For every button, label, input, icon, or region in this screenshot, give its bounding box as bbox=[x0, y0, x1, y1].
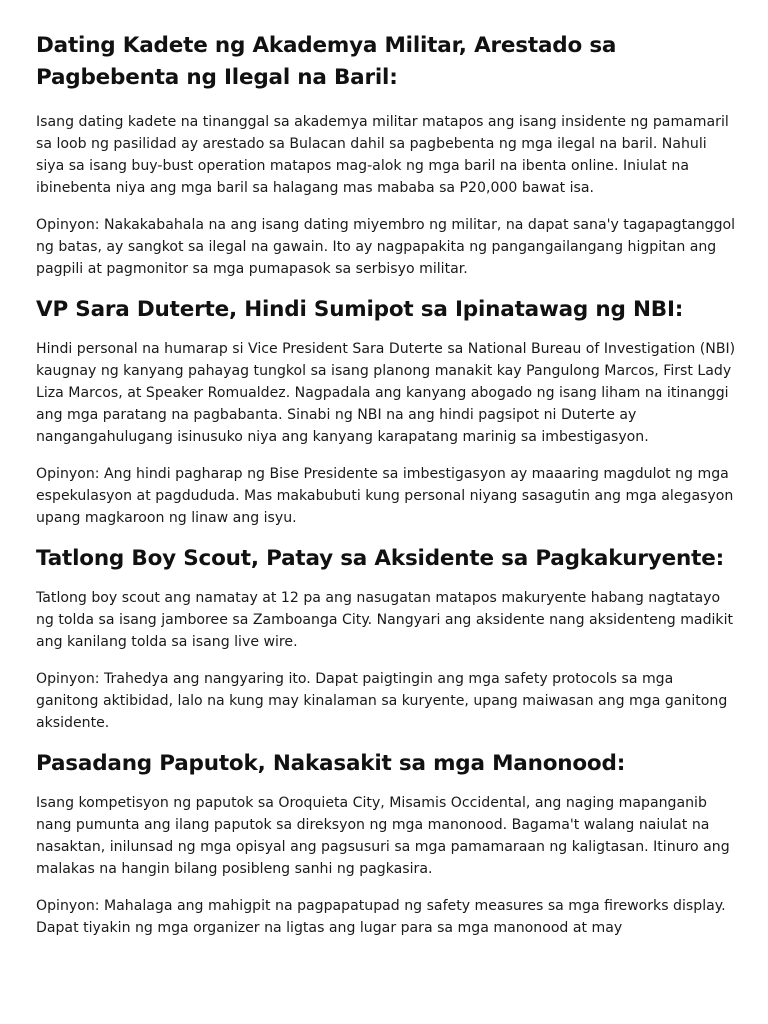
article-title: Tatlong Boy Scout, Patay sa Aksidente sa Pagkakuryente: bbox=[36, 546, 724, 571]
article-boy-scouts bbox=[36, 543, 736, 734]
article-title: Pasadang Paputok, Nakasakit sa mga Manonood: bbox=[36, 751, 626, 776]
article-summary: Hindi personal na humarap si Vice President Sara Duterte sa National Bureau of Investigation (NBI) kaugnay ng kanyang pahayag tungkol sa isang planong manakit kay Pangulong Marcos, First Lady Liza Marcos, at Speaker Romualdez. Nagpadala ang kanyang abogado ng isang liham na itinanggi ang mga paratang na pagbabanta. Sinabi ng NBI na ang hindi pagsipot ni Duterte ay nangangahulugang isinusuko niya ang kanyang karapatang marinig sa imbestigasyon. bbox=[36, 341, 736, 445]
article-summary: Tatlong boy scout ang namatay at 12 pa ang nasugatan matapos makuryente habang nagtatayo ng tolda sa isang jamboree sa Zamboanga City. Nangyari ang aksidente nang aksidenteng madikit ang kanilang tolda sa isang live wire. bbox=[36, 590, 734, 650]
article-vp-duterte bbox=[36, 294, 736, 529]
article-title: VP Sara Duterte, Hindi Sumipot sa Ipinatawag ng NBI: bbox=[36, 297, 684, 322]
article-title: Dating Kadete ng Akademya Militar, Arestado sa Pagbebenta ng Ilegal na Baril: bbox=[36, 33, 617, 90]
document-page bbox=[36, 30, 736, 953]
article-cadet-arrest bbox=[36, 30, 736, 280]
article-opinion: Opinyon: Trahedya ang nangyaring ito. Dapat paigtingin ang mga safety protocols sa mga ganitong aktibidad, lalo na kung may kinalaman sa kuryente, upang maiwasan ang mga ganitong aksidente. bbox=[36, 671, 728, 731]
article-opinion: Opinyon: Nakakabahala na ang isang dating miyembro ng militar, na dapat sana'y tagapagtanggol ng batas, ay sangkot sa ilegal na gawain. Ito ay nagpapakita ng pangangailangang higpitan ang pagpili at pagmonitor sa mga pumapasok sa serbisyo militar. bbox=[36, 217, 736, 277]
article-opinion: Opinyon: Ang hindi pagharap ng Bise Presidente sa imbestigasyon ay maaaring magdulot ng mga espekulasyon at pagdududa. Mas makabubuti kung personal niyang sasagutin ang mga alegasyon upang magkaroon ng linaw ang isyu. bbox=[36, 466, 734, 526]
article-summary: Isang dating kadete na tinanggal sa akademya militar matapos ang isang insidente ng pamamaril sa loob ng pasilidad ay arestado sa Bulacan dahil sa pagbebenta ng mga ilegal na baril. Nahuli siya sa isang buy-bust operation matapos mag-alok ng mga baril na ibenta online. Iniulat na ibinebenta niya ang mga baril sa halagang mas mababa sa P20,000 bawat isa. bbox=[36, 114, 729, 196]
article-summary: Isang kompetisyon ng paputok sa Oroquieta City, Misamis Occidental, ang naging mapanganib nang pumunta ang ilang paputok sa direksyon ng mga manonood. Bagama't walang naiulat na nasaktan, inilunsad ng mga opisyal ang pagsusuri sa mga pamamaraan ng kaligtasan. Itinuro ang malakas na hangin bilang posibleng sanhi ng pagkasira. bbox=[36, 795, 730, 877]
article-opinion: Opinyon: Mahalaga ang mahigpit na pagpapatupad ng safety measures sa mga fireworks display. Dapat tiyakin ng mga organizer na ligtas ang lugar para sa mga manonood at may bbox=[36, 898, 726, 936]
article-fireworks bbox=[36, 748, 736, 939]
